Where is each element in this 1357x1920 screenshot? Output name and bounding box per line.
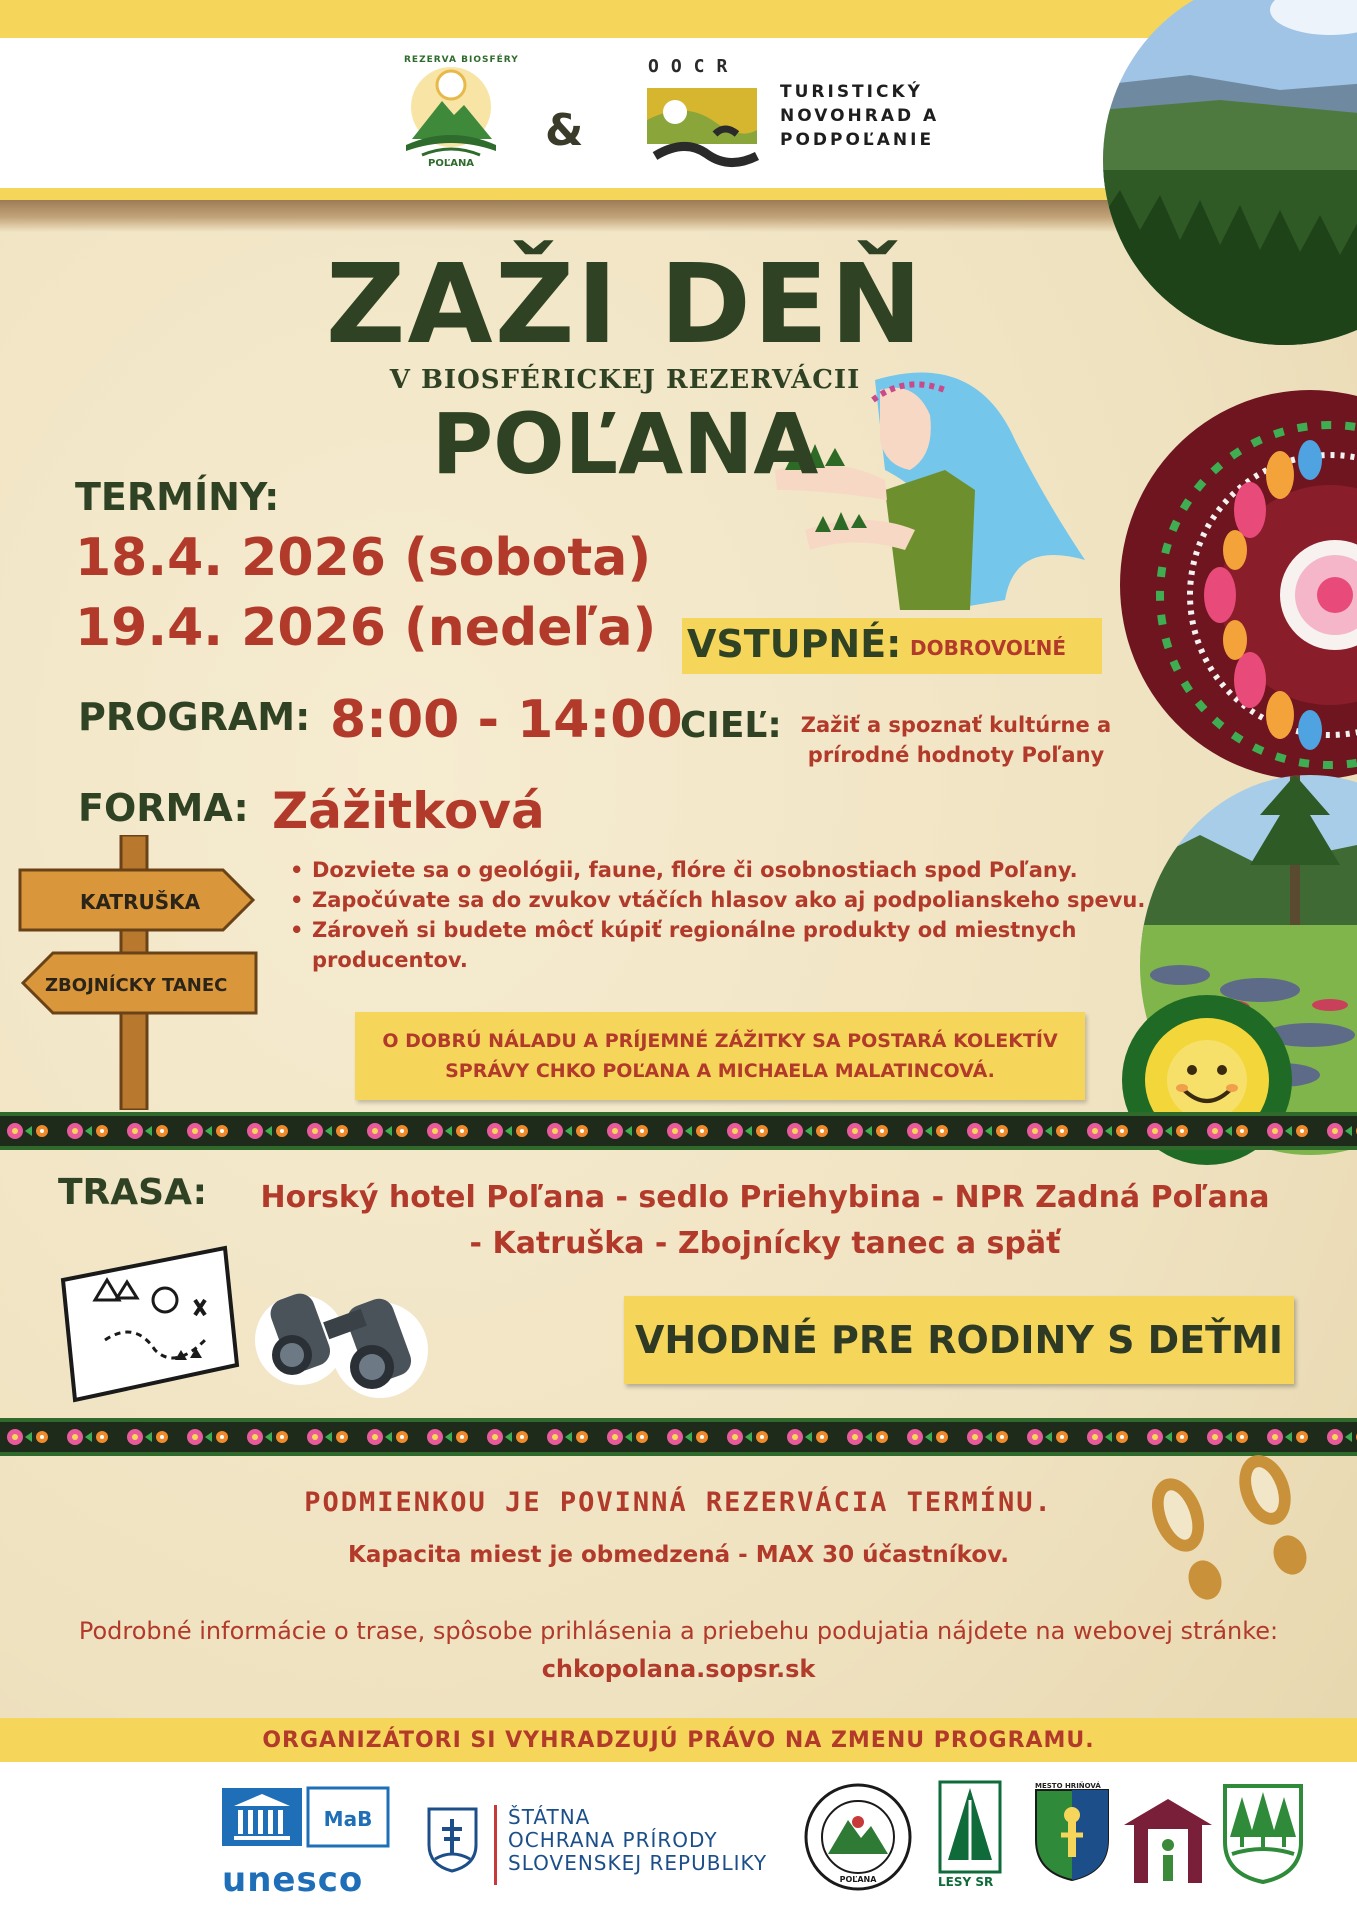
treasure-map-icon bbox=[55, 1240, 245, 1405]
title-place: POĽANA bbox=[431, 395, 819, 493]
kolektiv-line2: SPRÁVY CHKO POĽANA A MICHAELA MALATINCOVÁ. bbox=[445, 1060, 995, 1082]
sop-line3: SLOVENSKEJ REPUBLIKY bbox=[508, 1851, 768, 1875]
biosphere-reserve-logo bbox=[392, 55, 510, 173]
title-subtitle: V BIOSFÉRICKEJ REZERVÁCII bbox=[389, 365, 861, 395]
ciel-label: CIEĽ: bbox=[680, 705, 782, 746]
oocr-logo bbox=[645, 60, 765, 170]
forma-bullet: • Započúvate sa do zvukov vtáčích hlasov ako aj podpolianskeho spevu. bbox=[290, 885, 1170, 915]
sign-zbojnicky-tanec: ZBOJNÍCKY TANEC bbox=[45, 975, 228, 996]
hrinova-coat-of-arms-icon bbox=[1033, 1780, 1111, 1882]
ciel-line1: Zažiť a spoznať kultúrne a bbox=[800, 713, 1112, 737]
forma-value: Zážitková bbox=[272, 782, 545, 840]
trasa-text bbox=[250, 1175, 1280, 1267]
forma-bullet-list bbox=[290, 855, 1170, 975]
kolektiv-line1: O DOBRÚ NÁLADU A PRÍJEMNÉ ZÁŽITKY SA POSTARÁ KOLEKTÍV bbox=[382, 1030, 1058, 1052]
info-text: Podrobné informácie o trase, spôsobe prihlásenia a priebehu podujatia nájdete na webovej stránke: bbox=[78, 1617, 1279, 1645]
sop-line2: OCHRANA PRÍRODY bbox=[508, 1828, 718, 1852]
chko-polana-logo bbox=[803, 1782, 913, 1892]
ciel-line2: prírodné hodnoty Poľany bbox=[807, 743, 1105, 767]
program-time: 8:00 - 14:00 bbox=[330, 690, 683, 750]
hrinova-text: MESTO HRIŇOVÁ bbox=[1035, 1782, 1101, 1790]
svg-text:POĽANA: POĽANA bbox=[839, 1875, 877, 1884]
terminy-label: TERMÍNY: bbox=[75, 475, 280, 519]
oocr-line3: PODPOĽANIE bbox=[780, 130, 935, 150]
date-2: 19.4. 2026 (nedeľa) bbox=[75, 598, 657, 658]
ribbon-pattern bbox=[0, 1116, 1357, 1146]
oocr-line1: TURISTICKÝ bbox=[780, 82, 923, 102]
logo-text-arc: REZERVA BIOSFÉRY bbox=[404, 55, 519, 65]
vstupne-value: DOBROVOĽNÉ bbox=[910, 636, 1066, 660]
logo-text-polana: POĽANA bbox=[428, 158, 475, 169]
ciel-text bbox=[786, 710, 1126, 770]
unesco-text: unesco bbox=[222, 1860, 364, 1900]
signpost-illustration bbox=[18, 835, 258, 1110]
oocr-name bbox=[780, 80, 939, 152]
unesco-mab-logo bbox=[220, 1786, 390, 1851]
lesy-sr-logo bbox=[938, 1780, 1002, 1875]
capacity-note: Kapacita miest je obmedzená - MAX 30 účastníkov. bbox=[348, 1542, 1009, 1568]
rodiny-text: VHODNÉ PRE RODINY S DEŤMI bbox=[634, 1318, 1284, 1362]
kolektiv-text bbox=[365, 1026, 1075, 1086]
folk-ribbon-bottom bbox=[0, 1418, 1357, 1456]
footprints-icon bbox=[1130, 1455, 1330, 1615]
trasa-line2: - Katruška - Zbojnícky tanec a späť bbox=[469, 1226, 1061, 1261]
forma-bullet: • Dozviete sa o geológii, faune, flóre či osobnostiach spod Poľany. bbox=[290, 855, 1170, 885]
trasa-label: TRASA: bbox=[58, 1172, 207, 1213]
forma-bullet: • Zároveň si budete môcť kúpiť regionálne produkty od miestnych producentov. bbox=[290, 915, 1170, 975]
oocr-line2: NOVOHRAD A bbox=[780, 106, 940, 126]
information-centre-icon bbox=[1122, 1795, 1214, 1887]
vstupne-label: VSTUPNÉ: bbox=[687, 622, 902, 666]
trasa-line1: Horský hotel Poľana - sedlo Priehybina - NPR Zadná Poľana bbox=[260, 1180, 1270, 1215]
lesy-sr-text: LESY SR bbox=[938, 1875, 994, 1889]
title-main: ZAŽI DEŇ bbox=[325, 240, 925, 368]
forma-label: FORMA: bbox=[78, 786, 249, 830]
organizers-note: ORGANIZÁTORI SI VYHRADZUJÚ PRÁVO NA ZMENU PROGRAMU. bbox=[262, 1728, 1095, 1753]
folk-ribbon-top bbox=[0, 1112, 1357, 1150]
village-coat-of-arms-icon bbox=[1222, 1782, 1304, 1884]
sign-katruska: KATRUŠKA bbox=[80, 890, 201, 914]
reservation-condition: PODMIENKOU JE POVINNÁ REZERVÁCIA TERMÍNU. bbox=[304, 1487, 1053, 1518]
ribbon-pattern bbox=[0, 1422, 1357, 1452]
oocr-letters: OOCR bbox=[648, 56, 740, 77]
ampersand: & bbox=[545, 105, 584, 156]
date-1: 18.4. 2026 (sobota) bbox=[75, 528, 652, 588]
sop-line1: ŠTÁTNA bbox=[508, 1805, 591, 1829]
website-link[interactable]: chkopolana.sopsr.sk bbox=[541, 1655, 816, 1683]
sop-divider bbox=[494, 1805, 497, 1885]
sop-name bbox=[508, 1806, 767, 1875]
program-label: PROGRAM: bbox=[78, 695, 311, 739]
binoculars-icon bbox=[250, 1255, 440, 1405]
slovak-coat-of-arms-icon bbox=[425, 1805, 480, 1873]
mab-text: MaB bbox=[323, 1807, 373, 1831]
